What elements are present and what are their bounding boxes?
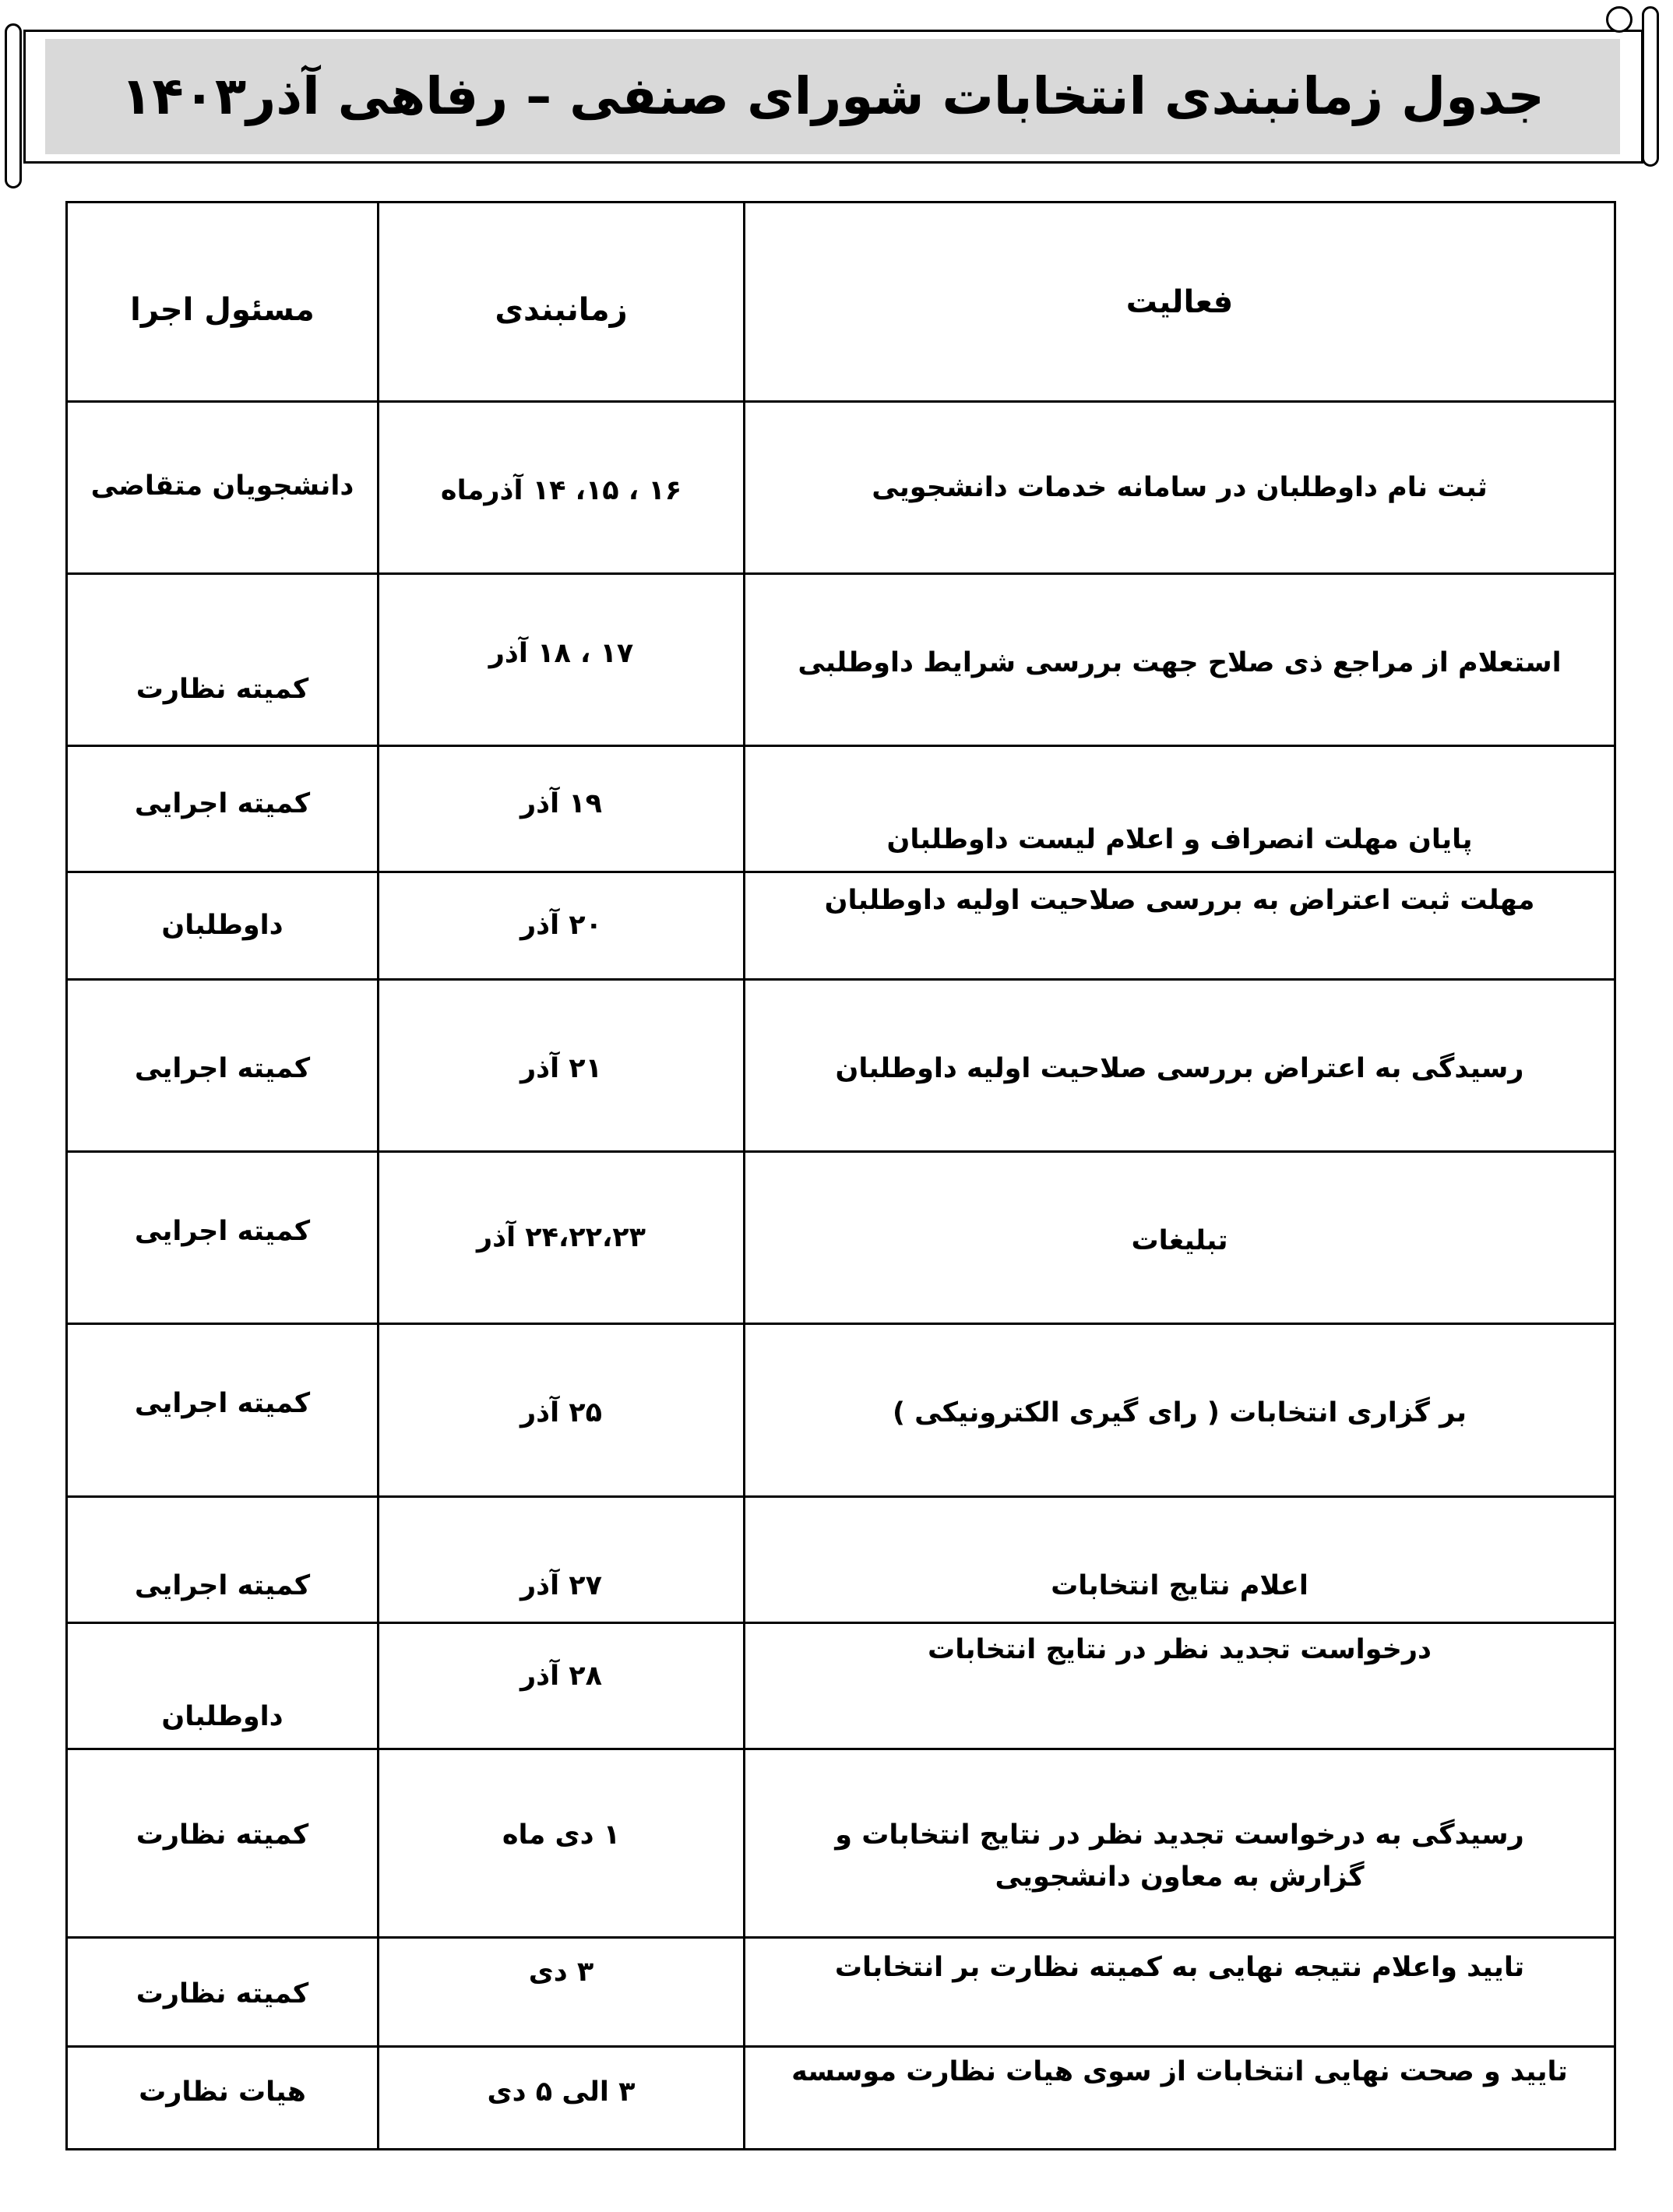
title-box	[45, 39, 1620, 154]
scroll-curl-knob	[1606, 6, 1632, 33]
cell-responsible: داوطلبان	[67, 1623, 379, 1749]
cell-activity: درخواست تجدید نظر در نتایج انتخابات	[745, 1623, 1615, 1749]
table-row	[67, 1749, 1615, 1938]
cell-activity: تبلیغات	[745, 1152, 1615, 1324]
cell-schedule: ۱۷ ، ۱۸ آذر	[379, 574, 745, 746]
table-row	[67, 1497, 1615, 1623]
cell-activity: استعلام از مراجع ذی صلاح جهت بررسی شرایط داوطلبی	[745, 574, 1615, 746]
cell-activity: تایید و صحت نهایی انتخابات از سوی هیات نظارت موسسه	[745, 2047, 1615, 2150]
cell-responsible: کمیته اجرایی	[67, 746, 379, 872]
cell-schedule: ۲۵ آذر	[379, 1324, 745, 1497]
cell-responsible: کمیته اجرایی	[67, 1152, 379, 1324]
table-row	[67, 1324, 1615, 1497]
cell-responsible: کمیته نظارت	[67, 574, 379, 746]
cell-schedule: ۲۱ آذر	[379, 980, 745, 1152]
table-header-row	[67, 203, 1615, 402]
cell-responsible: هیات نظارت	[67, 2047, 379, 2150]
cell-activity: ثبت نام داوطلبان در سامانه خدمات دانشجویی	[745, 402, 1615, 574]
cell-schedule: ۲۰ آذر	[379, 872, 745, 980]
table-row	[67, 1152, 1615, 1324]
cell-schedule: ۲۸ آذر	[379, 1623, 745, 1749]
table-row	[67, 2047, 1615, 2150]
cell-responsible: کمیته اجرایی	[67, 980, 379, 1152]
cell-responsible: داوطلبان	[67, 872, 379, 980]
cell-activity: رسیدگی به اعتراض بررسی صلاحیت اولیه داوطلبان	[745, 980, 1615, 1152]
cell-activity: بر گزاری انتخابات ( رای گیری الکترونیکی )	[745, 1324, 1615, 1497]
cell-responsible: کمیته اجرایی	[67, 1497, 379, 1623]
table-row	[67, 746, 1615, 872]
cell-responsible: دانشجویان متقاضی	[67, 402, 379, 574]
cell-schedule: ۱۶ ، ۱۵، ۱۴ آذرماه	[379, 402, 745, 574]
table-row	[67, 980, 1615, 1152]
cell-responsible: کمیته نظارت	[67, 1749, 379, 1938]
cell-activity: تایید واعلام نتیجه نهایی به کمیته نظارت بر انتخابات	[745, 1938, 1615, 2047]
cell-schedule: ۱۹ آذر	[379, 746, 745, 872]
table-row	[67, 872, 1615, 980]
schedule-table	[65, 201, 1616, 2150]
cell-responsible: کمیته اجرایی	[67, 1324, 379, 1497]
cell-activity: اعلام نتایج انتخابات	[745, 1497, 1615, 1623]
page-title: جدول زمانبندی انتخابات شورای صنفی – رفاهی آذر۱۴۰۳	[121, 66, 1544, 126]
cell-responsible: کمیته نظارت	[67, 1938, 379, 2047]
table-row	[67, 402, 1615, 574]
cell-schedule: ۲۴،۲۲،۲۳ آذر	[379, 1152, 745, 1324]
table-row	[67, 1623, 1615, 1749]
header-schedule: زمانبندی	[379, 203, 745, 402]
scroll-curl-left	[5, 23, 22, 188]
cell-activity: مهلت ثبت اعتراض به بررسی صلاحیت اولیه داوطلبان	[745, 872, 1615, 980]
table-row	[67, 574, 1615, 746]
table-row	[67, 1938, 1615, 2047]
cell-schedule: ۱ دی ماه	[379, 1749, 745, 1938]
cell-schedule: ۳ الی ۵ دی	[379, 2047, 745, 2150]
scroll-curl-right	[1642, 6, 1659, 167]
header-responsible: مسئول اجرا	[67, 203, 379, 402]
cell-activity: پایان مهلت انصراف و اعلام لیست داوطلبان	[745, 746, 1615, 872]
cell-schedule: ۲۷ آذر	[379, 1497, 745, 1623]
cell-schedule: ۳ دی	[379, 1938, 745, 2047]
cell-activity: رسیدگی به درخواست تجدید نظر در نتایج انتخابات و گزارش به معاون دانشجویی	[745, 1749, 1615, 1938]
header-activity: فعالیت	[745, 203, 1615, 402]
